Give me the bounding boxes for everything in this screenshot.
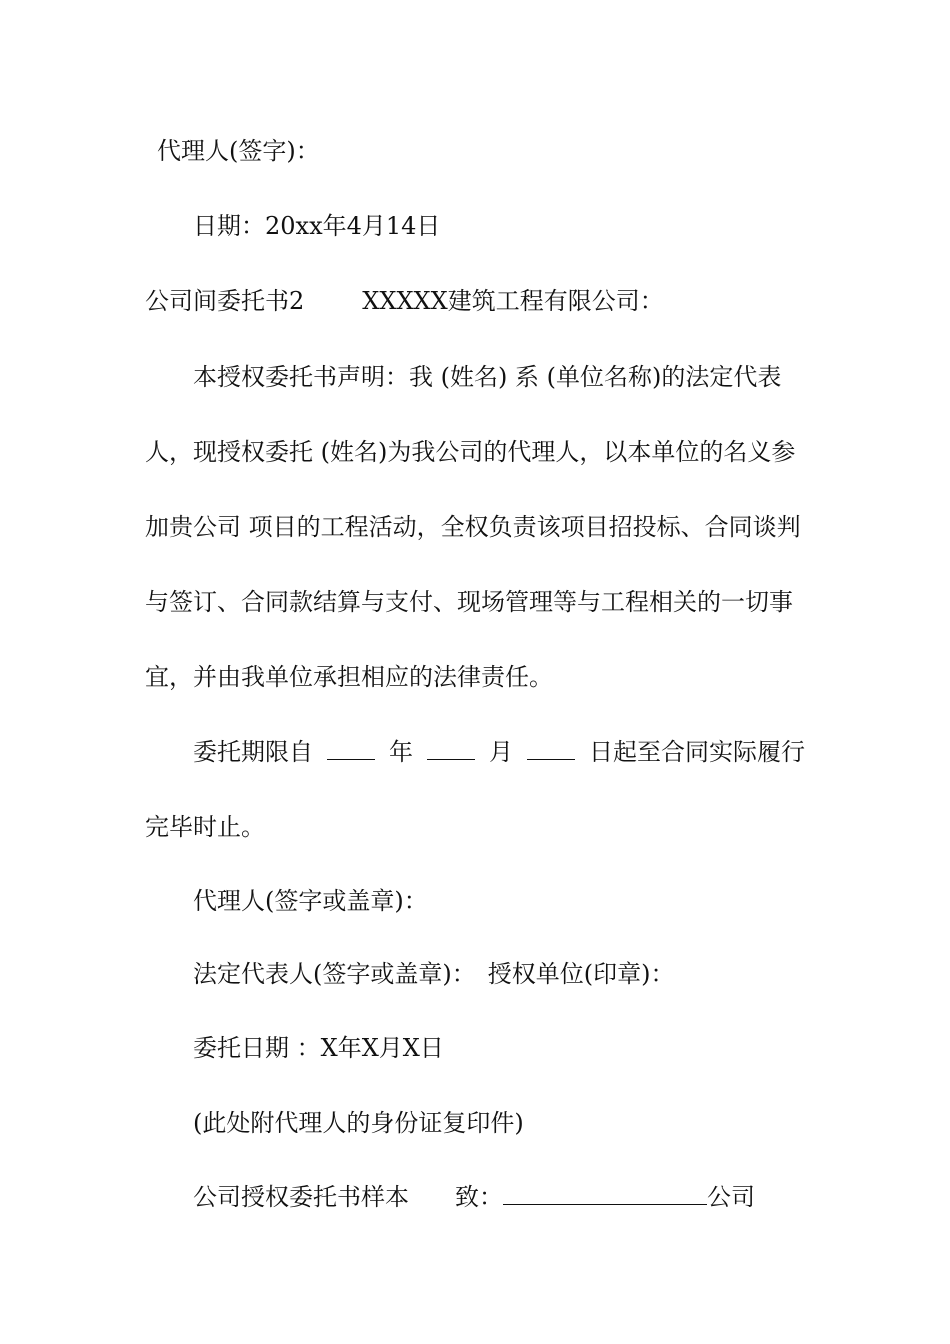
sample-title: 公司授权委托书样本 (193, 1183, 409, 1211)
attachment-note: (此处附代理人的身份证复印件) (193, 1109, 524, 1137)
term-prefix: 委托期限自 (193, 738, 313, 766)
commission-date: 委托日期 ：X年X月X日 (193, 1034, 444, 1062)
term-line (193, 737, 805, 767)
to-label: 致： (455, 1183, 503, 1211)
heading-2-recipient: XXXXX建筑工程有限公司： (362, 287, 664, 315)
paragraph-1-line: 本授权委托书声明：我 (姓名) 系 (单位名称)的法定代表 (193, 363, 782, 391)
term-month: 月 (489, 738, 513, 766)
paragraph-1-line: 宜，并由我单位承担相应的法律责任。 (145, 663, 553, 691)
authorizing-unit-seal: 授权单位(印章)： (487, 960, 675, 988)
term-year: 年 (389, 738, 413, 766)
year-blank (327, 739, 375, 760)
to-suffix: 公司 (707, 1183, 755, 1211)
paragraph-1-line: 加贵公司 项目的工程活动，全权负责该项目招投标、合同谈判 (145, 513, 801, 541)
heading-2-title: 公司间委托书2 (145, 287, 305, 315)
month-blank (427, 739, 475, 760)
recipient-blank (503, 1184, 707, 1205)
agent-signature-top: 代理人(签字)： (157, 137, 320, 165)
agent-signature: 代理人(签字或盖章)： (193, 887, 428, 915)
sample-line (193, 1182, 755, 1212)
day-blank (527, 739, 575, 760)
legal-rep-signature: 法定代表人(签字或盖章)： (193, 960, 476, 988)
legal-rep-line (193, 959, 674, 989)
term-continuation: 完毕时止。 (145, 813, 265, 841)
paragraph-1-line: 人，现授权委托 (姓名)为我公司的代理人，以本单位的名义参 (145, 438, 796, 466)
heading-2 (145, 286, 664, 316)
date-top: 日期：20xx年4月14日 (193, 212, 441, 240)
paragraph-1-line: 与签订、合同款结算与支付、现场管理等与工程相关的一切事 (145, 588, 793, 616)
term-suffix: 日起至合同实际履行 (589, 738, 805, 766)
